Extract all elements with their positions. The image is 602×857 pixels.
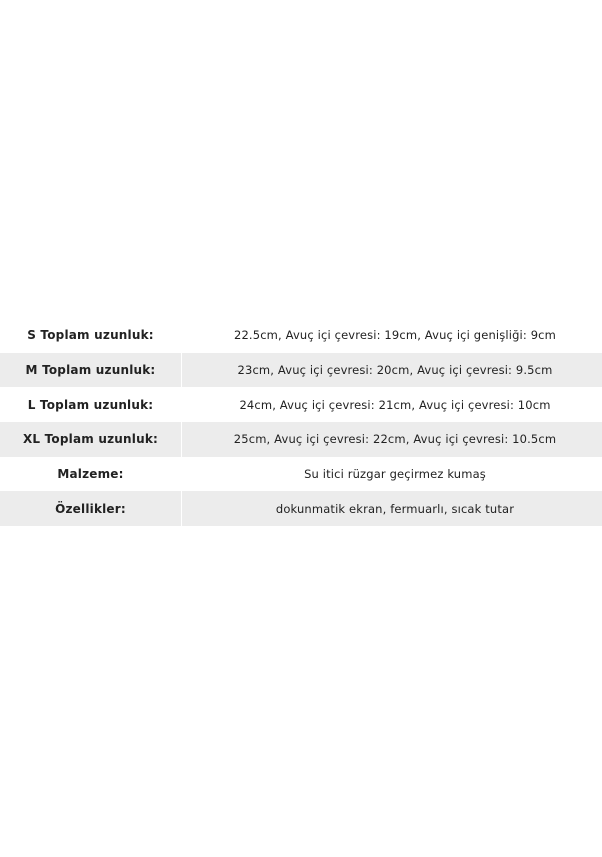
spec-label: M Toplam uzunluk:	[0, 353, 182, 388]
spec-row-l	[0, 387, 602, 422]
spec-row-s	[0, 318, 602, 353]
spec-label: Özellikler:	[0, 491, 182, 526]
spec-row-m	[0, 353, 602, 388]
spec-value: 24cm, Avuç içi çevresi: 21cm, Avuç içi çevresi: 10cm	[239, 397, 551, 412]
spec-row-xl	[0, 422, 602, 457]
spec-value: Su itici rüzgar geçirmez kumaş	[304, 467, 486, 482]
spec-label: XL Toplam uzunluk:	[0, 422, 182, 457]
spec-row-material	[0, 457, 602, 492]
spec-table	[0, 318, 602, 526]
spec-value: 22.5cm, Avuç içi çevresi: 19cm, Avuç içi genişliği: 9cm	[233, 328, 556, 343]
spec-label: S Toplam uzunluk:	[0, 318, 182, 353]
spec-value: 25cm, Avuç içi çevresi: 22cm, Avuç içi çevresi: 10.5cm	[233, 432, 557, 447]
spec-row-features	[0, 491, 602, 526]
spec-value: dokunmatik ekran, fermuarlı, sıcak tutar	[275, 501, 515, 516]
spec-label: Malzeme:	[0, 457, 182, 492]
spec-value: 23cm, Avuç içi çevresi: 20cm, Avuç içi çevresi: 9.5cm	[237, 363, 553, 378]
spec-label: L Toplam uzunluk:	[0, 387, 182, 422]
